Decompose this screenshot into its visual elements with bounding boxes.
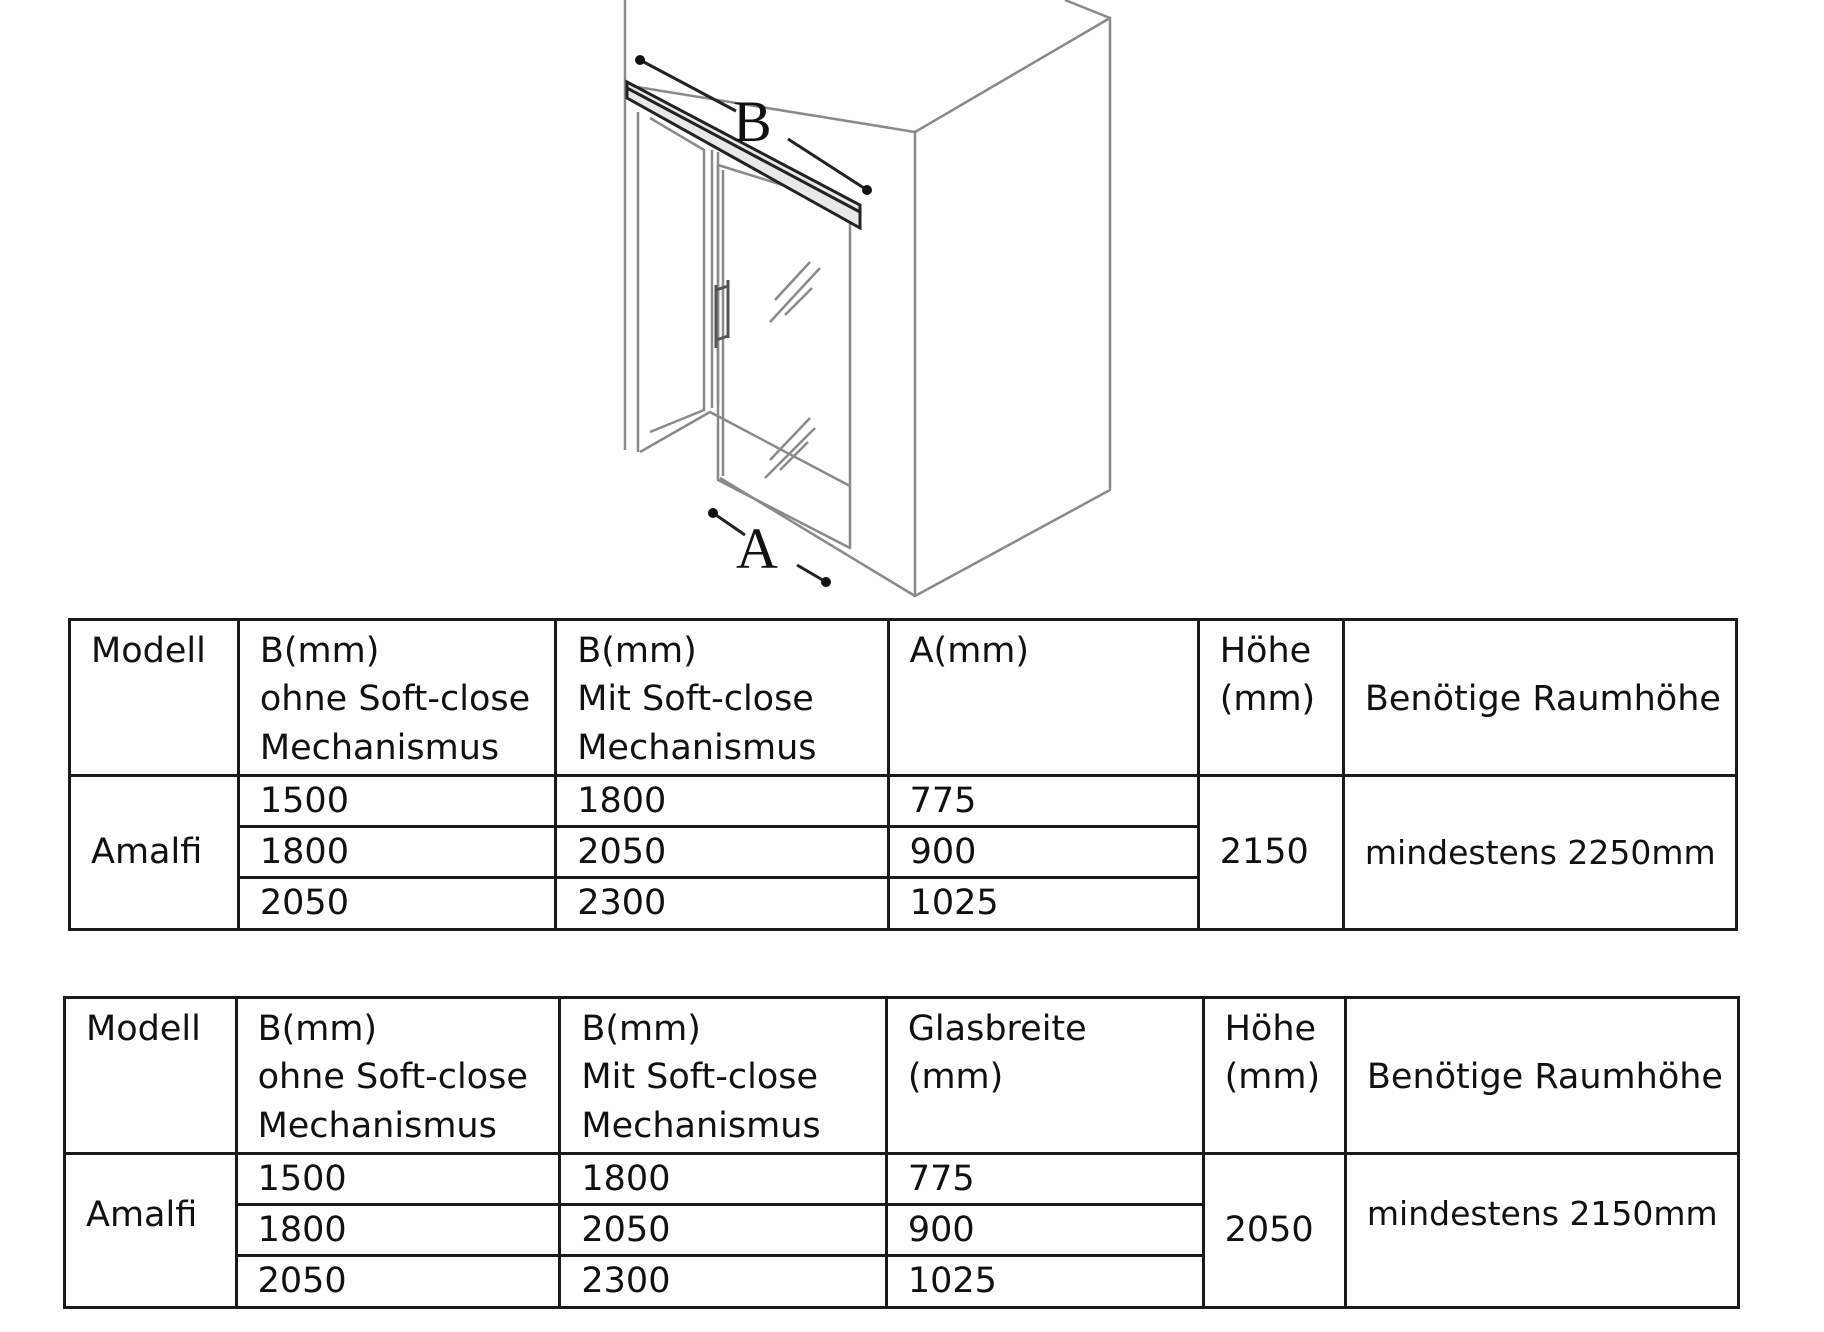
header-height: Höhe (mm): [1203, 998, 1345, 1154]
top-right-edge: [1065, 0, 1110, 18]
fixed-panel-frame: [650, 118, 704, 432]
dimension-b-dot: [862, 185, 872, 195]
header-height: Höhe (mm): [1198, 620, 1343, 776]
cell-dimension: 775: [888, 775, 1198, 826]
cell-b-with: 2050: [560, 1205, 886, 1256]
cell-b-with: 2300: [560, 1256, 886, 1307]
cell-b-with: 2300: [556, 878, 888, 929]
dimension-a-dot: [708, 508, 718, 518]
table-header-row: [70, 620, 1737, 776]
room-height-value: mindestens 2150mm: [1345, 1153, 1738, 1307]
header-model: Modell: [65, 998, 237, 1154]
header-b-with-softclose: B(mm) Mit Soft-close Mechanismus: [560, 998, 886, 1154]
model-name: Amalfi: [70, 775, 239, 929]
cell-b-without: 1500: [236, 1153, 560, 1204]
cell-b-without: 2050: [236, 1256, 560, 1307]
cell-dimension: 1025: [888, 878, 1198, 929]
header-model: Modell: [70, 620, 239, 776]
height-value: 2150: [1198, 775, 1343, 929]
cell-b-with: 1800: [556, 775, 888, 826]
header-dimension-a: A(mm): [888, 620, 1198, 776]
glass-reflection: [770, 268, 820, 322]
cell-b-with: 1800: [560, 1153, 886, 1204]
table-header-row: [65, 998, 1739, 1154]
header-room-height: Benötige Raumhöhe: [1345, 998, 1738, 1154]
dimension-b-label: B: [733, 89, 772, 154]
spec-table-1: [68, 618, 1738, 931]
cell-b-without: 1800: [236, 1205, 560, 1256]
header-room-height: Benötige Raumhöhe: [1343, 620, 1736, 776]
header-b-without-softclose: B(mm) ohne Soft-close Mechanismus: [236, 998, 560, 1154]
dimension-a-dot: [821, 577, 831, 587]
model-name: Amalfi: [65, 1153, 237, 1307]
header-glass-width: Glasbreite (mm): [886, 998, 1203, 1154]
cell-b-without: 1800: [238, 827, 555, 878]
cell-b-without: 1500: [238, 775, 555, 826]
dimension-b-dot: [635, 55, 645, 65]
cell-b-without: 2050: [238, 878, 555, 929]
header-b-without-softclose: B(mm) ohne Soft-close Mechanismus: [238, 620, 555, 776]
side-wall: [915, 18, 1110, 596]
cell-dimension: 1025: [886, 1256, 1203, 1307]
cell-b-with: 2050: [556, 827, 888, 878]
room-height-value: mindestens 2250mm: [1343, 775, 1736, 929]
sliding-door: [718, 165, 850, 548]
spec-table-2: [63, 996, 1740, 1309]
shower-door-diagram: [0, 0, 1824, 600]
cell-dimension: 900: [886, 1205, 1203, 1256]
header-b-with-softclose: B(mm) Mit Soft-close Mechanismus: [556, 620, 888, 776]
cell-dimension: 900: [888, 827, 1198, 878]
table-row: [65, 1153, 1739, 1204]
glass-reflection: [765, 428, 815, 478]
cell-dimension: 775: [886, 1153, 1203, 1204]
height-value: 2050: [1203, 1153, 1345, 1307]
table-row: [70, 775, 1737, 826]
dimension-a-label: A: [736, 516, 778, 581]
